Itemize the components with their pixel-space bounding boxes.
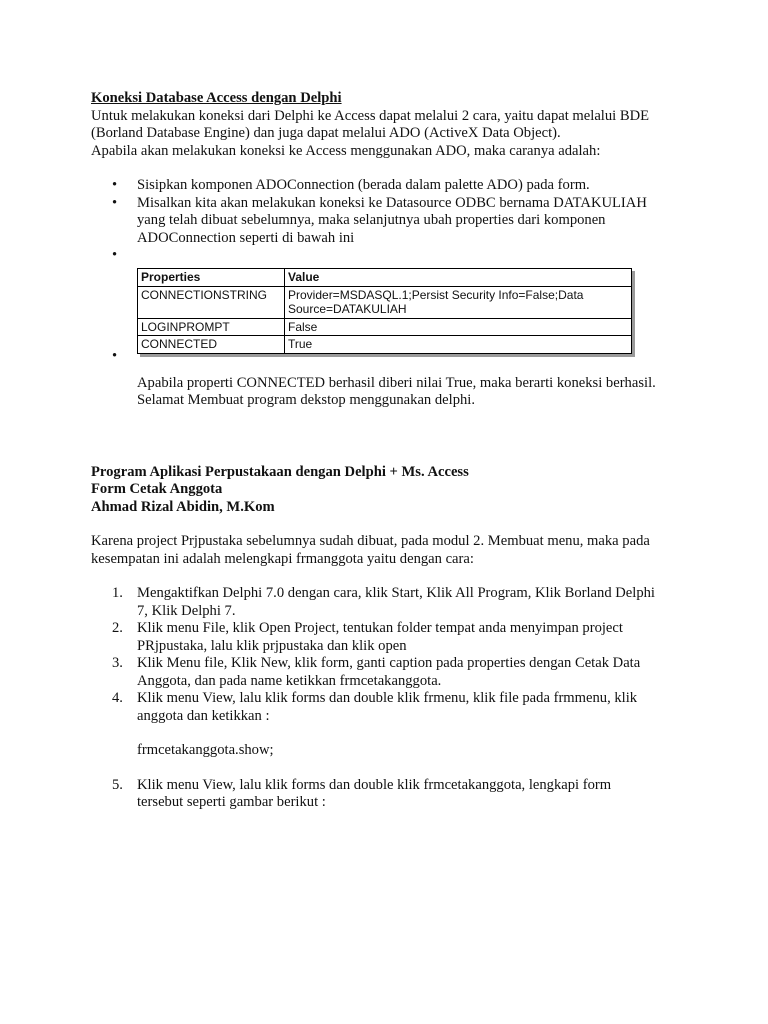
step-number: 3. xyxy=(112,655,123,671)
table-row xyxy=(138,318,631,336)
table-row xyxy=(138,286,631,318)
step-text: Klik menu View, lalu klik forms dan double klik frmenu, klik file pada frmmenu, klik xyxy=(137,690,638,706)
step-text: Mengaktifkan Delphi 7.0 dengan cara, klik Start, Klik All Program, Klik Borland Delphi xyxy=(137,585,655,601)
section2-intro-line: kesempatan ini adalah melengkapi frmanggota yaitu dengan cara: xyxy=(91,550,474,567)
value-cell xyxy=(285,287,631,318)
document-page xyxy=(91,90,691,812)
bullet-item-empty xyxy=(91,247,691,264)
step-text: PRjpustaka, lalu klik prjpustaka dan klik open xyxy=(137,637,407,654)
steps-list xyxy=(91,777,691,812)
bullet-icon: • xyxy=(112,347,118,364)
section1-intro-line: Apabila akan melakukan koneksi ke Access menggunakan ADO, maka caranya adalah: xyxy=(91,142,601,159)
step-text: tersebut seperti gambar berikut : xyxy=(137,794,326,810)
code-line: frmcetakanggota.show; xyxy=(137,742,274,758)
bullet-text: Misalkan kita akan melakukan koneksi ke Datasource ODBC bernama DATAKULIAH xyxy=(137,194,647,211)
steps-list xyxy=(91,585,691,725)
step-item xyxy=(91,655,691,690)
bullet-list xyxy=(91,348,691,365)
step-number: 1. xyxy=(112,585,123,601)
step-number: 4. xyxy=(112,690,123,706)
section1-intro-line: (Borland Database Engine) dan juga dapat melalui ADO (ActiveX Data Object). xyxy=(91,125,561,141)
section2-heading: Program Aplikasi Perpustakaan dengan Delphi + Ms. Access xyxy=(91,463,469,480)
section1-title: Koneksi Database Access dengan Delphi xyxy=(91,90,342,106)
section1-intro-line: Untuk melakukan koneksi dari Delphi ke Access dapat melalui 2 cara, yaitu dapat melalui BDE xyxy=(91,107,650,124)
step-item xyxy=(91,690,691,725)
step-number: 2. xyxy=(112,620,123,636)
bullet-text: ADOConnection seperti di bawah ini xyxy=(137,229,355,246)
bullet-text: Sisipkan komponen ADOConnection (berada dalam palette ADO) pada form. xyxy=(137,177,590,193)
step-text: 7, Klik Delphi 7. xyxy=(137,602,236,619)
property-cell: CONNECTED xyxy=(138,336,285,353)
bullet-item-empty xyxy=(91,348,691,365)
properties-table xyxy=(137,268,632,354)
value-cell xyxy=(285,319,631,336)
step-item xyxy=(91,620,691,655)
bullet-item xyxy=(91,195,691,248)
table-header-row xyxy=(138,269,631,286)
section2-author: Ahmad Rizal Abidin, M.Kom xyxy=(91,498,275,515)
value-line: Provider=MSDASQL.1;Persist Security Info=False;Data xyxy=(288,287,584,302)
property-cell: CONNECTIONSTRING xyxy=(138,287,285,318)
step-text: Klik menu View, lalu klik forms dan double klik frmcetakanggota, lengkapi form xyxy=(137,776,612,793)
section2-intro-line: Karena project Prjpustaka sebelumnya sudah dibuat, pada modul 2. Membuat menu, maka pada xyxy=(91,533,650,549)
step-text: Klik Menu file, Klik New, klik form, ganti caption pada properties dengan Cetak Data xyxy=(137,655,641,671)
table-header-cell: Value xyxy=(288,270,320,284)
value-line: True xyxy=(288,337,313,351)
step-text: anggota dan ketikkan : xyxy=(137,707,270,724)
value-line: Source=DATAKULIAH xyxy=(288,302,407,316)
bullet-icon: • xyxy=(112,247,118,263)
table-header-cell: Properties xyxy=(138,269,285,286)
step-text: Klik menu File, klik Open Project, tentukan folder tempat anda menyimpan project xyxy=(137,620,623,636)
bullet-text: yang telah dibuat sebelumnya, maka selanjutnya ubah properties dari komponen xyxy=(137,212,606,228)
property-cell: LOGINPROMPT xyxy=(138,319,285,336)
section2-subheading: Form Cetak Anggota xyxy=(91,481,223,497)
step-text: Anggota, dan pada name ketikkan frmcetakanggota. xyxy=(137,672,442,689)
bullet-icon: • xyxy=(112,194,118,211)
bullet-item xyxy=(91,177,691,195)
step-item xyxy=(91,585,691,620)
section1-closing-line: Apabila properti CONNECTED berhasil diberi nilai True, maka berarti koneksi berhasil. xyxy=(137,374,656,391)
step-item xyxy=(91,777,691,812)
bullet-list xyxy=(91,177,691,264)
value-line: False xyxy=(288,319,318,334)
bullet-icon: • xyxy=(112,177,118,193)
section1-closing-line: Selamat Membuat program dekstop menggunakan delphi. xyxy=(137,392,476,408)
step-number: 5. xyxy=(112,776,123,793)
